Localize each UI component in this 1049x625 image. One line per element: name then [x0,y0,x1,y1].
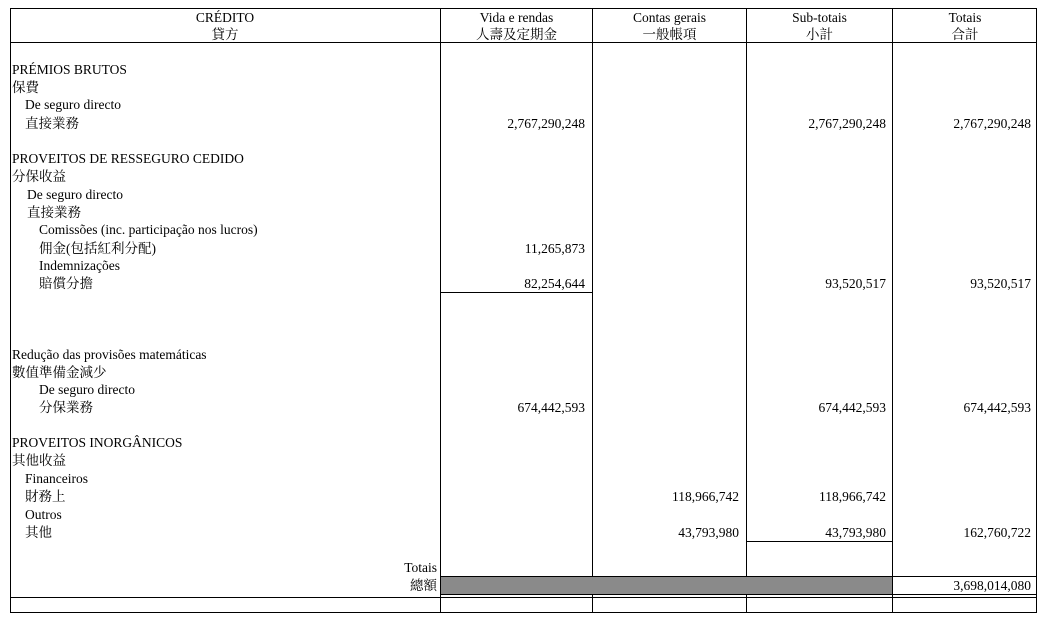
value-general: 118,966,742 [672,489,739,504]
header-life [441,9,592,43]
row-label: Outros [25,507,62,522]
shaded-total-cell [441,577,892,594]
value-general: 43,793,980 [678,525,739,540]
section-label: 分保收益 [12,169,66,184]
section-label: PROVEITOS DE RESSEGURO CEDIDO [12,151,244,166]
section-label: PRÉMIOS BRUTOS [12,62,127,77]
column-divider [892,8,893,613]
column-divider [746,8,747,613]
value-life: 11,265,873 [524,241,585,256]
row-label: 分保業務 [39,400,93,415]
subtotal-rule [746,541,893,542]
row-label: Indemnizações [39,258,120,273]
row-label: Financeiros [25,471,88,486]
header-life-pt: Vida e rendas [479,10,554,25]
header-subtotals-zh: 小計 [806,27,833,42]
header-life-zh: 人壽及定期金 [476,27,557,42]
header-subtotals-pt: Sub-totais [792,10,847,25]
value-subtotal: 674,442,593 [818,400,886,415]
section-label: 保費 [12,80,39,95]
value-subtotal: 43,793,980 [825,525,886,540]
value-total: 674,442,593 [963,400,1031,415]
value-subtotal: 93,520,517 [825,276,886,291]
row-label: 直接業務 [25,116,79,131]
statement-frame [10,8,1037,613]
value-total: 162,760,722 [963,525,1031,540]
totals-label-pt: Totais [404,560,437,575]
subtotal-rule [440,292,593,293]
section-label: 其他收益 [12,453,66,468]
bottom-rule [10,597,1037,598]
row-label: De seguro directo [39,382,135,397]
row-label: De seguro directo [25,97,121,112]
header-general-pt: Contas gerais [632,10,707,25]
column-divider [592,8,593,613]
header-totals-pt: Totais [948,10,982,25]
row-label: Comissões (inc. participação nos lucros) [39,222,258,237]
section-label: 數值準備金減少 [12,365,107,380]
header-credit-zh: 貸方 [211,27,239,42]
row-label: De seguro directo [27,187,123,202]
section-label: Redução das provisões matemáticas [12,347,207,362]
header-credit [10,9,440,43]
header-credit-pt: CRÉDITO [195,10,255,25]
header-subtotals [747,9,892,43]
value-life: 674,442,593 [517,400,585,415]
totals-label-zh: 總額 [410,578,437,593]
row-label: 其他 [25,525,52,540]
grand-total: 3,698,014,080 [953,578,1031,593]
header-totals-zh: 合計 [951,27,979,42]
value-subtotal: 118,966,742 [819,489,886,504]
value-total: 93,520,517 [970,276,1031,291]
row-label: 財務上 [25,489,66,504]
header-general [593,9,746,43]
header-totals [893,9,1037,43]
value-life: 82,254,644 [524,276,585,291]
value-total: 2,767,290,248 [953,116,1031,131]
value-life: 2,767,290,248 [507,116,585,131]
totals-bottom-rule [440,594,1037,595]
row-label: 佣金(包括紅利分配) [39,241,156,256]
row-label: 賠償分擔 [39,276,93,291]
value-subtotal: 2,767,290,248 [808,116,886,131]
section-label: PROVEITOS INORGÂNICOS [12,435,183,450]
header-general-zh: 一般帳項 [642,27,697,42]
row-label: 直接業務 [27,205,81,220]
column-divider [440,8,441,613]
